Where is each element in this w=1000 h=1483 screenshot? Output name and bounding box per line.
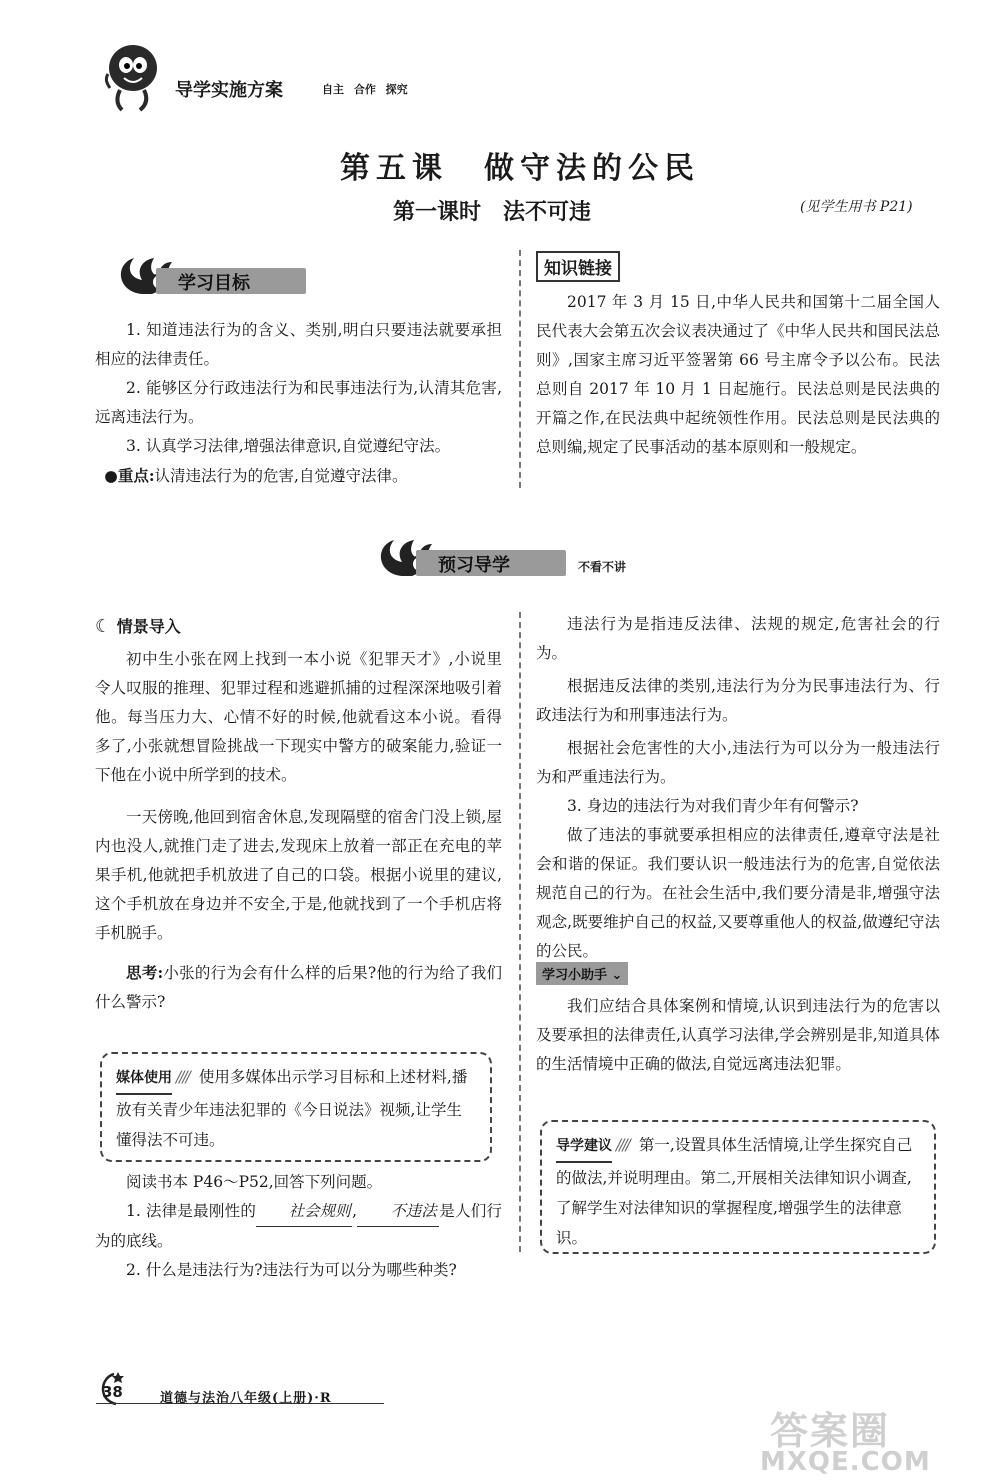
chevron-down-icon: ⌄ (611, 968, 623, 983)
goals-list (95, 316, 502, 491)
answers (536, 610, 940, 966)
suggestion-slashes: //// (616, 1136, 629, 1154)
goal-item: 3. 认真学习法律,增强法律意识,自觉遵纪守法。 (126, 437, 451, 455)
goal-item: 1. 知道违法行为的含义、类别,明白只要违法就要承担相应的法律责任。 (95, 321, 502, 368)
scene-story (95, 645, 502, 1017)
key-label: ●重点: (104, 466, 155, 485)
answer-categories: 根据违反法律的类别,违法行为分为民事违法行为、行政违法行为和刑事违法行为。 (536, 677, 940, 724)
scene-heading (95, 614, 181, 637)
suggestion-text: 第一,设置具体生活情境,让学生探究自己的做法,并说明理由。第二,开展相关法律知识小调查,了解学生对法律知识的掌握程度,增强学生的法律意识。 (556, 1136, 913, 1247)
preview-banner (372, 536, 672, 582)
answer-severity: 根据社会危害性的大小,违法行为可以分为一般违法行为和严重违法行为。 (536, 739, 940, 786)
scene-think (95, 958, 502, 1017)
watermark-url: MXQE.COM (760, 1447, 931, 1477)
period-title: 第一课时 法不可违 (393, 200, 592, 225)
scene-heading-label: 情景导入 (116, 617, 181, 636)
answer-blank-1: 社会规则 (256, 1197, 352, 1227)
media-tag: 媒体使用 (116, 1063, 172, 1095)
goals-banner (112, 254, 312, 300)
teaching-suggestion-box (540, 1120, 936, 1254)
study-helper-label: 学习小助手 ⌄ (536, 962, 628, 985)
header-title: 导学实施方案 (175, 80, 283, 101)
answer-blank-2: 不违法 (357, 1197, 439, 1227)
suggestion-tag: 导学建议 (556, 1131, 612, 1163)
media-text: 使用多媒体出示学习目标和上述材料,播放有关青少年违法犯罪的《今日说法》视频,让学生懂得法不可违。 (116, 1068, 468, 1149)
question-1: 1. 法律是最刚性的 社会规则, 不违法 是人们行为的底线。 (95, 1197, 502, 1256)
book-reference: (见学生用书 P21) (800, 199, 913, 215)
lesson-title: 第五课 做守法的公民 (340, 151, 700, 186)
knowledge-link-label: 知识链接 (536, 251, 620, 282)
mascot-logo (100, 40, 162, 115)
answer-definition: 违法行为是指违反法律、法规的规定,危害社会的行为。 (536, 615, 940, 662)
column-divider (519, 250, 521, 488)
goals-banner-label: 学习目标 (178, 273, 250, 294)
footer-book-title: 道德与法治八年级(上册)·R (160, 1391, 332, 1406)
preview-banner-label: 预习导学 (438, 555, 510, 576)
questions-intro: 阅读书本 P46～P52,回答下列问题。 (126, 1173, 383, 1191)
media-usage-box (100, 1052, 492, 1162)
scene-paragraph: 初中生小张在网上找到一本小说《犯罪天才》,小说里令人叹服的推理、犯罪过程和逃避抓捕的过程深深地吸引着他。每当压力大、心情不好的时候,他就看这本小说。看得多了,小张就想冒险挑战一下现实中警方的破案能力,验证一下他在小说中所学到的技术。 (95, 650, 502, 784)
media-slashes: //// (176, 1068, 189, 1086)
questions (95, 1168, 502, 1285)
crescent-icon: ☾ (95, 616, 112, 637)
watermark-logo: 答案圈 (770, 1409, 891, 1453)
think-label: 思考: (126, 963, 164, 982)
question-3: 3. 身边的违法行为对我们青少年有何警示? (567, 797, 859, 815)
page-number: 38 (102, 1383, 123, 1401)
preview-note: 不看不讲 (578, 560, 627, 574)
header-subtitle: 自主 合作 探究 (322, 83, 408, 96)
answer-warning: 做了违法的事就要承担相应的法律责任,遵章守法是社会和谐的保证。我们要认识一般违法行为的危害,自觉依法规范自己的行为。在社会生活中,我们要分清是非,增强守法观念,既要维护自己的权益,又要尊重他人的权益,做遵纪守法的公民。 (536, 826, 940, 960)
key-text: 认清违法行为的危害,自觉遵守法律。 (154, 467, 408, 485)
goal-item: 2. 能够区分行政违法行为和民事违法行为,认清其危害,远离违法行为。 (95, 379, 502, 426)
column-divider (519, 612, 521, 1252)
footer-rule (96, 1403, 384, 1404)
question-2: 2. 什么是违法行为?违法行为可以分为哪些种类? (126, 1261, 457, 1279)
goal-key-point (95, 461, 502, 491)
think-text: 小张的行为会有什么样的后果?他的行为给了我们什么警示? (95, 964, 502, 1011)
scene-paragraph: 一天傍晚,他回到宿舍休息,发现隔壁的宿舍门没上锁,屋内也没人,就推门走了进去,发现床上放着一部正在充电的苹果手机,他就把手机放进了自己的口袋。根据小说里的建议,这个手机放在身边并不安全,于是,他就找到了一个手机店将手机脱手。 (95, 808, 502, 942)
helper-text: 我们应结合具体案例和情境,认识到违法行为的危害以及要承担的法律责任,认真学习法律,学会辨别是非,知道具体的生活情境中正确的做法,自觉远离违法犯罪。 (536, 997, 940, 1073)
knowledge-text: 2017 年 3 月 15 日,中华人民共和国第十二届全国人民代表大会第五次会议表决通过了《中华人民共和国民法总则》,国家主席习近平签署第 66 号主席令予以公布。民法总则自 2017 年 10 月 1 日起施行。民法总则是民法典的开篇之作,在民法典中起统领性作用。民法总则是民法典的总则编,规定了民事活动的基本原则和一般规定。 (536, 293, 940, 456)
